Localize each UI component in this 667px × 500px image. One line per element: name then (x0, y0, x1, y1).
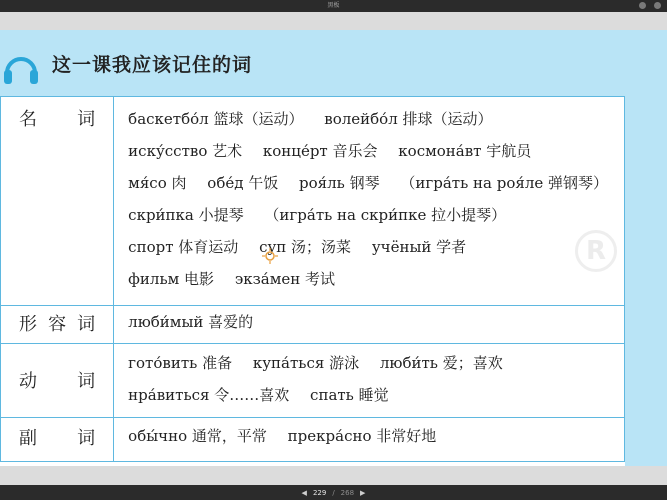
word-line (128, 420, 624, 452)
total-page-count: 268 (340, 488, 355, 497)
word-line (128, 231, 624, 263)
laser-pointer-icon (262, 248, 278, 264)
vocabulary-table (0, 96, 625, 462)
window-controls (639, 2, 661, 9)
word-entry: фильм 电影 (128, 270, 215, 288)
word-entry: космона́вт 宇航员 (398, 142, 532, 160)
word-entry: волейбо́л 排球（运动） (324, 110, 493, 128)
document-viewer[interactable] (0, 12, 667, 485)
adjective-words (114, 306, 625, 344)
noun-words (114, 97, 625, 306)
word-line (128, 167, 624, 199)
lesson-title: 这一课我应该记住的词 (52, 54, 253, 76)
previous-page-icon[interactable]: ◀ (301, 488, 307, 497)
word-line (128, 103, 624, 135)
verb-words (114, 344, 625, 418)
document-page (0, 30, 667, 466)
minimize-button[interactable] (639, 2, 646, 9)
word-entry: （игра́ть на роя́ле 弹钢琴） (400, 174, 608, 192)
current-page-number[interactable]: 229 (312, 488, 327, 497)
page-separator: / (332, 488, 335, 497)
word-entry: нра́виться 令……喜欢 (128, 386, 290, 405)
pager (0, 485, 667, 500)
word-entry: скри́пка 小提琴 (128, 206, 244, 224)
next-page-icon[interactable]: ▶ (360, 488, 366, 497)
window-title: 黑板 (327, 2, 340, 9)
headphones-icon[interactable] (2, 47, 40, 87)
word-line (128, 135, 624, 167)
part-of-speech-adjective: 形 容 词 (1, 306, 114, 344)
word-entry: прекра́сно 非常好地 (287, 426, 437, 445)
word-line (128, 379, 624, 411)
registered-watermark-icon: R (575, 230, 617, 272)
part-of-speech-noun: 名 词 (1, 97, 114, 306)
word-entry: баскетбо́л 篮球（运动） (128, 110, 304, 128)
part-of-speech-adverb: 副 词 (1, 417, 114, 461)
word-entry: спать 睡觉 (310, 386, 389, 405)
word-entry: конце́рт 音乐会 (262, 142, 378, 160)
word-entry: мя́со 肉 (128, 174, 187, 192)
word-entry: роя́ль 钢琴 (299, 174, 380, 192)
table-row (1, 306, 625, 344)
word-entry: обы́чно 通常，平常 (128, 426, 267, 445)
word-entry: гото́вить 准备 (128, 354, 233, 373)
page-edge (625, 96, 667, 466)
word-entry: спорт 体育运动 (128, 238, 239, 256)
adverb-words (114, 417, 625, 461)
word-entry: экза́мен 考试 (234, 270, 336, 288)
close-button[interactable] (654, 2, 661, 9)
word-entry: купа́ться 游泳 (252, 354, 360, 373)
word-line (128, 347, 624, 379)
word-entry: иску́сство 艺术 (128, 142, 243, 160)
table-row (1, 344, 625, 418)
window-titlebar (0, 0, 667, 12)
word-entry: суп 汤；汤菜 (259, 238, 352, 256)
lesson-header (0, 30, 667, 96)
word-entry: обе́д 午饭 (207, 174, 279, 192)
page-navigation-bar (0, 485, 667, 500)
word-entry: люби́мый 喜爱的 (128, 313, 254, 332)
word-entry: учёный 学者 (371, 238, 467, 256)
word-entry: люби́ть 爱；喜欢 (379, 354, 503, 373)
table-row (1, 417, 625, 461)
word-line (128, 306, 624, 338)
table-row (1, 97, 625, 306)
part-of-speech-verb: 动 词 (1, 344, 114, 418)
word-line (128, 263, 624, 295)
word-entry: （игра́ть на скри́пке 拉小提琴） (264, 206, 507, 224)
word-line (128, 199, 624, 231)
